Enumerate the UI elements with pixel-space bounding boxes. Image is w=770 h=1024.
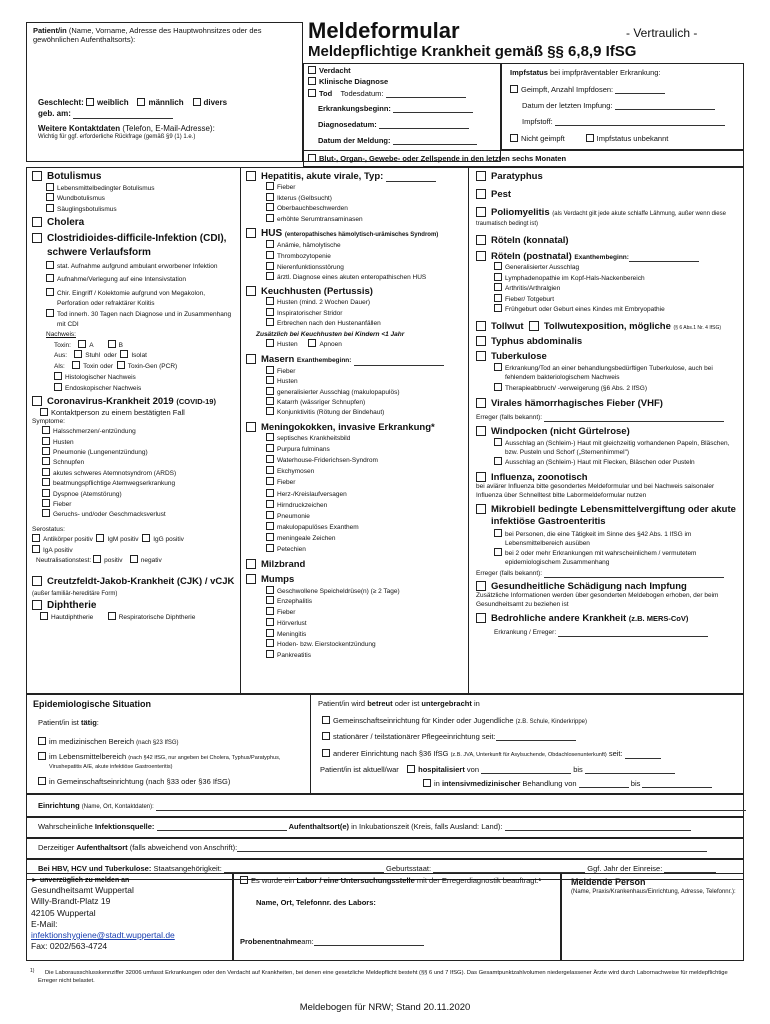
meningokokken-item[interactable]: Meningokokken, invasive Erkrankung*	[246, 422, 466, 433]
impf-title: Impfstatus bei impfpräventabler Erkrankung:	[510, 68, 661, 77]
hepatitis-item[interactable]: Hepatitis, akute virale, Typ:	[246, 171, 466, 182]
windpocken-item[interactable]: Windpocken (nicht Gürtelrose)	[476, 426, 740, 437]
impfschaden-item[interactable]: Gesundheitliche Schädigung nach Impfung	[476, 581, 740, 592]
verdacht-checkbox[interactable]	[308, 66, 316, 74]
impf-geimpft: Geimpft, Anzahl Impfdosen:	[510, 85, 665, 94]
mikrobiell-item[interactable]: Mikrobiell bedingte Lebensmittelvergiftung oder akute infektiöse Gastroenteritis	[476, 504, 740, 529]
derzeit-field[interactable]	[237, 844, 707, 852]
derzeit-label: Derzeitiger Aufenthaltsort (falls abweichend von Anschrift):	[38, 843, 707, 852]
col-divider-2	[468, 167, 469, 694]
klinisch-checkbox[interactable]	[308, 77, 316, 85]
vhf-item[interactable]: Virales hämorrhagisches Fieber (VHF)	[476, 398, 740, 409]
labor-name: Name, Ort, Telefonnr. des Labors:	[256, 898, 376, 907]
einrichtung-field[interactable]	[156, 803, 746, 811]
betreut-pflege[interactable]: stationärer / teilstationärer Pflegeeinrichtung seit:	[322, 732, 576, 741]
impf-unbekannt-checkbox[interactable]	[586, 134, 594, 142]
cjk-item[interactable]: Creutzfeldt-Jakob-Krankheit (CJK) / vCJK (außer familiär-hereditäre Form)	[32, 575, 235, 597]
epi-gem[interactable]: in Gemeinschaftseinrichtung (nach §33 oder §36 IfSG)	[38, 777, 230, 786]
betreut-row: Patient/in wird betreut oder ist untergebracht in	[318, 699, 480, 708]
beginn-field[interactable]	[393, 105, 473, 113]
labor-box	[233, 873, 561, 961]
intensiv-row: in intensivmedizinischer Behandlung von bis	[423, 779, 712, 788]
polio-item[interactable]: Poliomyelitis (als Verdacht gilt jede akute schlaffe Lähmung, außer wenn diese traumatisch bedingt ist)	[476, 206, 726, 228]
botulismus-item[interactable]: Botulismus	[32, 171, 238, 183]
todesdatum-field[interactable]	[386, 90, 466, 98]
roeteln-postnatal-item[interactable]: Röteln (postnatal) Exanthembeginn:	[476, 251, 740, 262]
geimpft-checkbox[interactable]	[510, 85, 518, 93]
betreut-36[interactable]: anderer Einrichtung nach §36 IfSG (z.B. JVA, Unterkunft für Asylsuchende, Obdachlosenunterkunft) seit:	[322, 749, 661, 759]
influenza-item[interactable]: Influenza, zoonotisch	[476, 472, 740, 483]
status-tod: Tod Todesdatum:	[308, 89, 466, 98]
milzbrand-item[interactable]: Milzbrand	[246, 559, 466, 570]
keuchhusten-item[interactable]: Keuchhusten (Pertussis)	[246, 286, 466, 297]
divers-checkbox[interactable]	[193, 98, 201, 106]
probe-row: Probenentnahmeam:	[240, 937, 424, 946]
epi-lm[interactable]: im Lebensmittelbereich (nach §42 IfSG, nur angeben bei Cholera, Typhus/Paratyphus, Virushepatitis A/E, akute infektiöse Gastroenteritis)	[38, 752, 308, 770]
col-2: Hepatitis, akute virale, Typ: Fieber Ikterus (Gelbsucht) Oberbauchbeschwerden erhöhte Serumtransaminasen HUS (enteropathisches hämolytisch-urämisches Syndrom) Anämie, hämolytische Thrombozytopenie Nierenfunktionsstörung ärztl. Diagnose eines akuten enteropathischen HUS Keuchhusten (Pertussis) Husten (mind. 2 Wochen Dauer) Inspiratorischer Stridor Erbrechen nach den Hustenanfällen Zusätzlich bei Keuchhusten bei Kindern <1 Jahr Husten Apnoen Masern Exanthembeginn: Fieber Husten generalisierter Ausschlag (makulopapulös) Katarrh (wässriger Schnupfen) Konjunktivitis (Rötung der Bindehaut) Meningokokken, invasive Erkrankung* septisches Krankheitsbild Purpura fulminans Waterhouse-Friderichsen-Syndrom Ekchymosen Fieber Herz-/Kreislaufversagen Hirndruckzeichen Pneumonie makulopapulöses Exanthem meningeale Zeichen Petechien Milzbrand Mumps Geschwollene Speicheldrüse(n) (≥ 2 Tage) Enzephalitis Fieber Hörverlust Meningitis Hoden- bzw. Eierstockentzündung Pankreatitis	[246, 171, 466, 661]
einrichtung-label: Einrichtung (Name, Ort, Kontaktdaten):	[38, 801, 746, 811]
vertraulich-label: - Vertraulich -	[626, 26, 698, 40]
epi-med[interactable]: im medizinischen Bereich (nach §23 IfSG)	[38, 737, 179, 747]
mp-desc: (Name, Praxis/Krankenhaus/Einrichtung, Adresse, Telefonnr.):	[571, 889, 736, 895]
mp-title: Meldende Person	[571, 877, 646, 887]
probe-field[interactable]	[314, 938, 424, 946]
impfstoff-field[interactable]	[555, 118, 725, 126]
labor-row[interactable]: Es wurde ein Labor / eine Untersuchungsstelle mit der Erregerdiagnostik beauftragt.¹	[240, 876, 558, 885]
footnote: 1) Die Laborausschlusskennziffer 32006 umfasst Erkrankungen oder den Verdacht auf Krankheiten, bei denen eine gesetzliche Meldepflicht besteht (§§ 6 und 7 IfSG). Das Gesamtpunktzahlvolumen niedergelassener Ärzte wird durch Labornachweise für meldepflichtige Erreger nicht belastet.	[30, 968, 728, 984]
intensiv-checkbox[interactable]	[423, 779, 431, 787]
maennlich-checkbox[interactable]	[137, 98, 145, 106]
col-1: Botulismus Lebensmittelbedingter Botulismus Wundbotulismus Säuglingsbotulismus Cholera Clostridioides-difficile-Infektion (CDI), schwere Verlaufsform stat. Aufnahme aufgrund ambulant erworbener Infektion Aufnahme/Verlegung auf eine Intensivstation Chir. Eingriff / Kolektomie aufgrund von Megakolon, Perforation oder refraktärer Kolitis Tod innerh. 30 Tagen nach Diagnose und in Zusammenhang mit CDI Nachweis: Toxin: A B Aus: Stuhl oder Isolat Als: Toxin oder Toxin-Gen (PCR) Histologischer Nachweis Endoskopischer Nachweis Coronavirus-Krankheit 2019 (COVID-19) Kontaktperson zu einem bestätigten Fall Symptome: Halsschmerzen/-entzündung Husten Pneumonie (Lungenentzündung) Schnupfen akutes schweres Atemnotsyndrom (ARDS) beatmungspflichtige Atemwegserkrankung Dyspnoe (Atemstörung) Fieber Geruchs- und/oder Geschmacksverlust Serostatus: Antikörper positiv IgM positiv IgG positiv IgA positiv Neutralisationstest: positiv negativ Creutzfeldt-Jakob-Krankheit (CJK) / vCJK (außer familiär-hereditäre Form) Diphtherie Hautdiphtherie Respiratorische Diphtherie	[32, 171, 238, 622]
status-verdacht: Verdacht	[308, 66, 351, 75]
geb-row: geb. am:	[38, 109, 173, 119]
impf-letzte: Datum der letzten Impfung:	[522, 101, 715, 110]
status-diagnose: Diagnosedatum:	[318, 120, 469, 129]
quelle-field[interactable]	[157, 823, 287, 831]
patient-label: Patient/in (Name, Vorname, Adresse des Hauptwohnsitzes oder des gewöhnlichen Aufenthaltsorts):	[33, 26, 262, 44]
form-stand: Meldebogen für NRW; Stand 20.11.2020	[299, 1002, 471, 1013]
gender-row: Geschlecht: weiblich männlich divers	[38, 98, 228, 107]
blut-row: Blut-, Organ-, Gewebe- oder Zellspende in den letzten sechs Monaten	[308, 154, 566, 163]
meldung-field[interactable]	[393, 137, 477, 145]
paratyphus-item[interactable]: Paratyphus	[476, 171, 740, 182]
einreise-field[interactable]	[664, 865, 716, 873]
status-meldung: Datum der Meldung:	[318, 136, 477, 145]
patient-name-field[interactable]	[33, 48, 293, 93]
roeteln-konnatal-item[interactable]: Röteln (konnatal)	[476, 235, 740, 246]
impf-nicht: Nicht geimpft Impfstatus unbekannt	[510, 134, 668, 143]
geburtsstaat-field[interactable]	[433, 865, 585, 873]
tod-checkbox[interactable]	[308, 89, 316, 97]
col-divider-1	[240, 167, 241, 694]
geb-field[interactable]	[73, 111, 173, 119]
amt-address: ► unverzüglich zu melden an Gesundheitsamt Wuppertal Willy-Brandt-Platz 19 42105 Wuppertal E-Mail: infektionshygiene@stadt.wuppertal.de Fax: 0202/563-4724	[31, 877, 175, 952]
tuberkulose-item[interactable]: Tuberkulose	[476, 351, 740, 362]
weiblich-checkbox[interactable]	[86, 98, 94, 106]
mumps-item[interactable]: Mumps	[246, 574, 466, 585]
status-beginn: Erkrankungsbeginn:	[318, 104, 473, 113]
hus-item[interactable]: HUS (enteropathisches hämolytisch-urämisches Syndrom)	[246, 228, 466, 240]
pest-item[interactable]: Pest	[476, 189, 740, 200]
diphtherie-item[interactable]: Diphtherie	[32, 600, 238, 612]
status-klinisch: Klinische Diagnose	[308, 77, 388, 86]
email-link[interactable]: infektionshygiene@stadt.wuppertal.de	[31, 930, 175, 941]
epi-title: Epidemiologische Situation	[33, 699, 152, 709]
betreut-gem[interactable]: Gemeinschaftseinrichtung für Kinder oder Jugendliche (z.B. Schule, Kinderkrippe)	[322, 716, 587, 726]
covid-item[interactable]: Coronavirus-Krankheit 2019 (COVID-19)	[32, 396, 238, 407]
hbv-label: Bei HBV, HCV und Tuberkulose: Staatsangehörigkeit: Geburtsstaat: Ggf. Jahr der Einreise:	[38, 864, 716, 873]
quelle-label: Wahrscheinliche Infektionsquelle: Aufenthaltsort(e) in Inkubationszeit (Kreis, falls Ausland: Land):	[38, 822, 691, 831]
typhus-item[interactable]: Typhus abdominalis	[476, 336, 740, 347]
cdi-item[interactable]: Clostridioides-difficile-Infektion (CDI), schwere Verlaufsform	[32, 232, 238, 259]
epi-divider	[310, 694, 311, 794]
blut-checkbox[interactable]	[308, 154, 316, 162]
staat-field[interactable]	[224, 865, 384, 873]
epi-taetig: Patient/in ist tätig:	[38, 718, 99, 727]
masern-item[interactable]: Masern Exanthembeginn:	[246, 354, 466, 365]
form-title: Meldeformular	[308, 18, 460, 43]
impfdosen-field[interactable]	[615, 86, 665, 94]
rueckfrage-note: Wichtig für ggf. erforderliche Rückfrage (gemäß §9 (1) 1.e.)	[38, 134, 196, 140]
bedrohliche-item[interactable]: Bedrohliche andere Krankheit (z.B. MERS-CoV)	[476, 613, 740, 624]
diagnosedatum-field[interactable]	[379, 121, 469, 129]
impf-stoff: Impfstoff:	[522, 117, 725, 126]
nicht-geimpft-checkbox[interactable]	[510, 134, 518, 142]
hosp-checkbox[interactable]	[407, 765, 415, 773]
hosp-row: Patient/in ist aktuell/war hospitalisiert von bis	[320, 765, 675, 774]
tollwut-item[interactable]: Tollwut Tollwutexposition, mögliche (§ 6 Abs.1 Nr. 4 IfSG)	[476, 321, 740, 332]
aufenthalt-field[interactable]	[505, 823, 691, 831]
col-3: Paratyphus Pest Poliomyelitis (als Verdacht gilt jede akute schlaffe Lähmung, außer wenn diese traumatisch bedingt ist) Röteln (konnatal) Röteln (postnatal) Exanthembeginn: Generalisierter Ausschlag Lymphadenopathie im Kopf-Hals-Nackenbereich Arthritis/Arthralgien Fieber/ Totgeburt Frühgeburt oder Geburt eines Kindes mit Embryopathie Tollwut Tollwutexposition, mögliche (§ 6 Abs.1 Nr. 4 IfSG) Typhus abdominalis Tuberkulose Erkrankung/Tod an einer behandlungsbedürftigen Tuberkulose, auch bei fehlendem bakteriologischem Nachweis Therapieabbruch/ -verweigerung (§6 Abs. 2 IfSG) Virales hämorrhagisches Fieber (VHF) Erreger (falls bekannt): Windpocken (nicht Gürtelrose) Ausschlag an (Schleim-) Haut mit gleichzeitig vorhandenen Papeln, Bläschen, bzw. Pusteln und Schorf („Sternenhimmel") Ausschlag an (Schleim-) Haut mit Flecken, Bläschen oder Pusteln Influenza, zoonotisch bei aviärer Influenza bitte gesondertes Meldeformular und bei Nachweis saisonaler Influenza über Schnelltest bitte Labormeldeformular nutzen Mikrobiell bedingte Lebensmittelvergiftung oder akute infektiöse Gastroenteritis bei Personen, die eine Tätigkeit im Sinne des §42 Abs. 1 IfSG im Lebensmittelbereich ausüben bei 2 oder mehr Erkrankungen mit wahrscheinlichem / vermutetem epidemiologischem Zusammenhang Erreger (falls bekannt): Gesundheitliche Schädigung nach Impfung Zusätzliche Informationen werden über gesonderten Meldebogen erhoben, der beim Gesundheitsamt zu beziehen ist Bedrohliche andere Krankheit (z.B. MERS-CoV) Erkrankung / Erreger:	[476, 171, 740, 637]
cholera-item[interactable]: Cholera	[32, 217, 238, 229]
form-subtitle: Meldepflichtige Krankheit gemäß §§ 6,8,9 IfSG	[308, 43, 637, 60]
letzte-impfung-field[interactable]	[615, 102, 715, 110]
kontakt-row: Weitere Kontaktdaten (Telefon, E-Mail-Adresse):	[38, 124, 215, 133]
